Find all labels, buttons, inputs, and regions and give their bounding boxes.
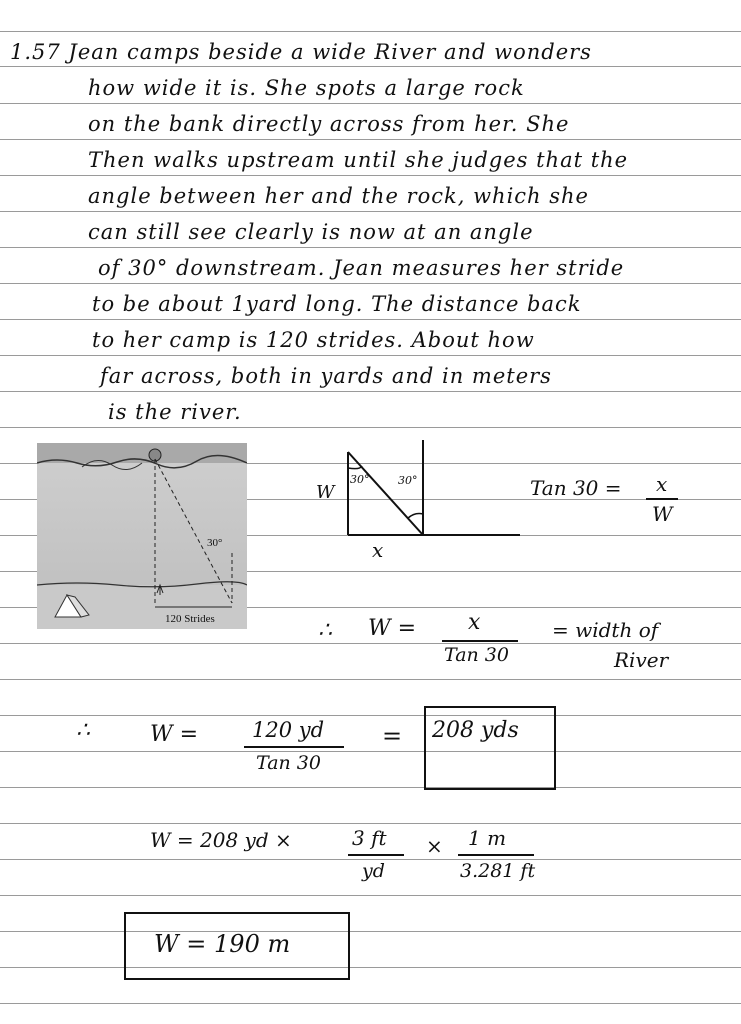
problem-line: to her camp is 120 strides. About how: [92, 328, 535, 352]
times-sign: ×: [426, 834, 443, 858]
notebook-rule: [0, 319, 741, 320]
equals-sign: =: [382, 722, 403, 750]
fraction-denominator: Tan 30: [256, 752, 321, 774]
problem-line: Then walks upstream until she judges that the: [88, 148, 629, 172]
tan-fraction-numerator: x: [656, 472, 668, 496]
conversion-denominator: 3.281 ft: [460, 860, 536, 882]
notebook-rule: [0, 211, 741, 212]
notebook-rule: [0, 679, 741, 680]
river-figure-drawing: [37, 443, 247, 629]
notebook-rule: [0, 895, 741, 896]
fraction-denominator: Tan 30: [444, 644, 509, 666]
w-equals: W =: [150, 722, 199, 747]
notebook-rule: [0, 967, 741, 968]
notebook-rule: [0, 283, 741, 284]
notebook-rule: [0, 751, 741, 752]
notebook-rule: [0, 823, 741, 824]
problem-line: is the river.: [108, 400, 242, 424]
conversion-numerator: 1 m: [468, 826, 507, 850]
figure-angle-label: 30°: [207, 537, 223, 549]
sketch-angle-side: 30°: [398, 474, 418, 487]
river-label: River: [614, 648, 669, 672]
result-yards: 208 yds: [432, 718, 519, 743]
conversion-denominator: yd: [362, 860, 385, 882]
tan-fraction-denominator: W: [652, 502, 673, 526]
notebook-rule: [0, 139, 741, 140]
notebook-rule: [0, 355, 741, 356]
problem-line: on the bank directly across from her. She: [88, 112, 570, 136]
sketch-x-label: x: [372, 538, 384, 562]
notebook-rule: [0, 1003, 741, 1004]
problem-line: far across, both in yards and in meters: [100, 364, 552, 388]
problem-line: angle between her and the rock, which she: [88, 184, 589, 208]
fraction-bar: [646, 498, 678, 500]
final-answer: W = 190 m: [154, 930, 291, 958]
notebook-rule: [0, 391, 741, 392]
problem-line: can still see clearly is now at an angle: [88, 220, 534, 244]
sketch-w-label: W: [316, 482, 335, 503]
notebook-rule: [0, 66, 741, 67]
tan-equation-lhs: Tan 30 =: [530, 476, 622, 500]
final-answer-box: [124, 912, 350, 980]
fraction-bar: [442, 640, 518, 642]
sketch-angle-top: 30°: [350, 473, 370, 486]
fraction-bar: [244, 746, 344, 748]
fraction-numerator: x: [468, 610, 481, 635]
therefore-symbol: ∴: [76, 718, 90, 743]
problem-line: to be about 1yard long. The distance back: [92, 292, 582, 316]
result-box: [424, 706, 556, 790]
problem-line: of 30° downstream. Jean measures her stride: [98, 256, 625, 280]
fraction-bar: [458, 854, 534, 856]
notebook-rule: [0, 175, 741, 176]
width-of-label: = width of: [552, 618, 659, 642]
notebook-rule: [0, 787, 741, 788]
notebook-rule: [0, 103, 741, 104]
notebook-rule: [0, 715, 741, 716]
fraction-bar: [348, 854, 404, 856]
conversion-numerator: 3 ft: [352, 826, 387, 850]
figure-strides-label: 120 Strides: [165, 613, 215, 625]
notebook-rule: [0, 643, 741, 644]
fraction-numerator: 120 yd: [252, 718, 325, 742]
river-figure: [37, 443, 247, 629]
problem-line: how wide it is. She spots a large rock: [88, 76, 525, 100]
w-equals: W =: [368, 616, 417, 641]
notebook-rule: [0, 31, 741, 32]
problem-line: 1.57 Jean camps beside a wide River and wonders: [10, 40, 592, 64]
notebook-rule: [0, 247, 741, 248]
notebook-rule: [0, 931, 741, 932]
therefore-symbol: ∴: [318, 618, 332, 643]
notebook-rule: [0, 427, 741, 428]
conversion-lhs: W = 208 yd ×: [150, 828, 292, 852]
